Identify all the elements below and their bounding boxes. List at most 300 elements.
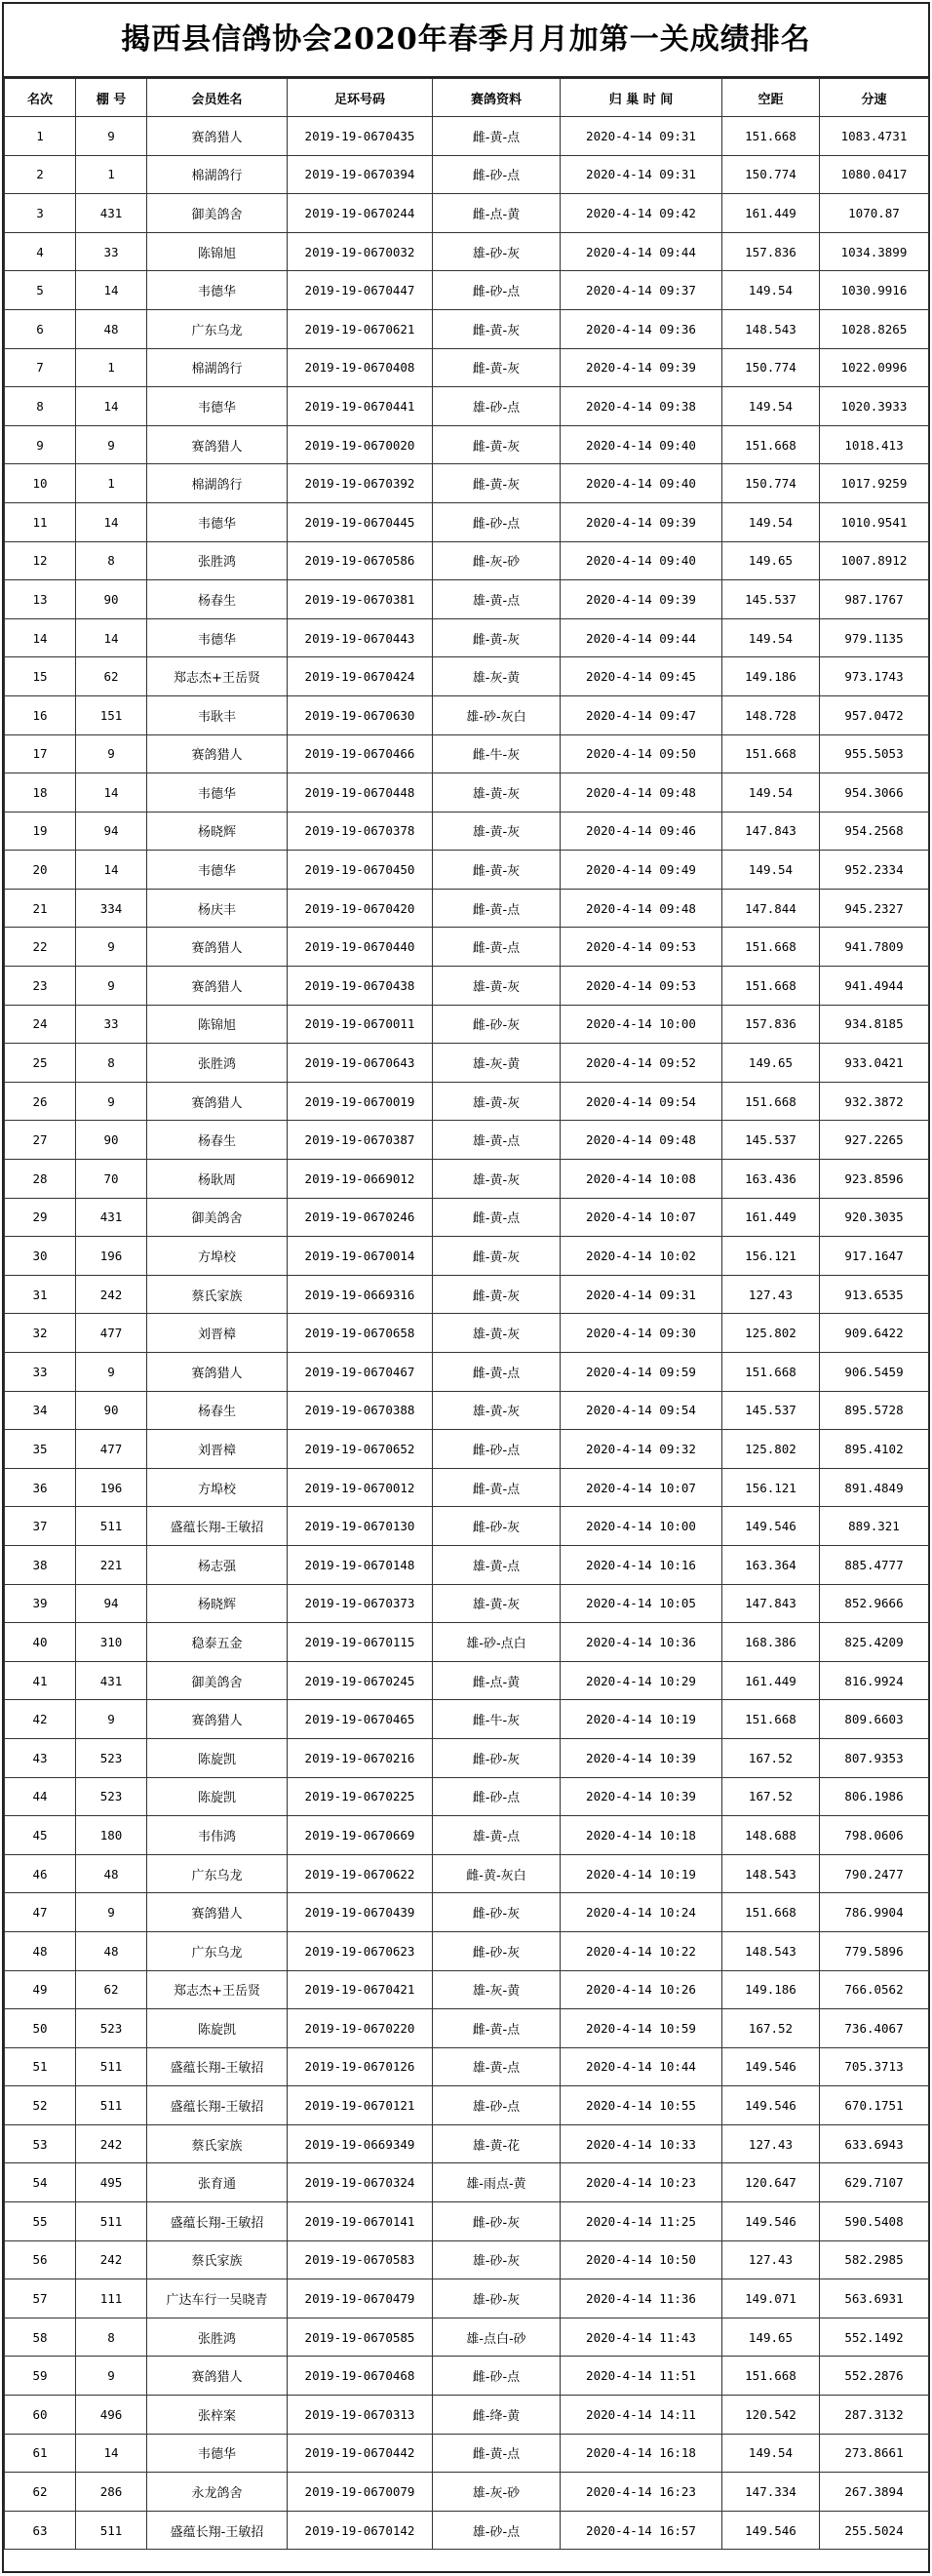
cell-distance: 157.836 xyxy=(722,232,820,271)
cell-rank: 47 xyxy=(5,1893,76,1932)
cell-ring: 2019-19-0670424 xyxy=(288,657,433,696)
table-row xyxy=(5,1738,929,1777)
cell-ring: 2019-19-0670466 xyxy=(288,734,433,773)
cell-speed: 954.3066 xyxy=(820,773,929,812)
cell-member: 赛鸽猎人 xyxy=(147,928,288,967)
cell-loft: 511 xyxy=(76,2202,147,2241)
cell-bird-info: 雄-砂-灰 xyxy=(433,2279,561,2318)
cell-speed: 255.5024 xyxy=(820,2511,929,2550)
cell-distance: 145.537 xyxy=(722,580,820,619)
cell-ring: 2019-19-0670079 xyxy=(288,2473,433,2512)
cell-ring: 2019-19-0670421 xyxy=(288,1970,433,2009)
cell-member: 刘晋樟 xyxy=(147,1430,288,1469)
table-row xyxy=(5,1391,929,1430)
cell-speed: 932.3872 xyxy=(820,1082,929,1121)
cell-bird-info: 雌-黄-灰 xyxy=(433,1275,561,1314)
cell-speed: 927.2265 xyxy=(820,1121,929,1160)
cell-rank: 44 xyxy=(5,1777,76,1816)
cell-ring: 2019-19-0670585 xyxy=(288,2318,433,2357)
cell-arrival-time: 2020-4-14 09:53 xyxy=(561,967,722,1006)
cell-member: 陈锦旭 xyxy=(147,1005,288,1044)
cell-bird-info: 雌-绛-黄 xyxy=(433,2396,561,2435)
cell-rank: 13 xyxy=(5,580,76,619)
cell-arrival-time: 2020-4-14 09:48 xyxy=(561,1121,722,1160)
table-row xyxy=(5,1507,929,1546)
cell-rank: 43 xyxy=(5,1738,76,1777)
cell-arrival-time: 2020-4-14 09:49 xyxy=(561,851,722,890)
cell-member: 杨庆丰 xyxy=(147,889,288,928)
cell-bird-info: 雌-黄-点 xyxy=(433,889,561,928)
cell-arrival-time: 2020-4-14 10:16 xyxy=(561,1545,722,1584)
cell-rank: 29 xyxy=(5,1198,76,1237)
cell-speed: 934.8185 xyxy=(820,1005,929,1044)
cell-member: 盛蕴长翔-王敏招 xyxy=(147,2047,288,2086)
cell-bird-info: 雄-灰-黄 xyxy=(433,1044,561,1083)
cell-distance: 156.121 xyxy=(722,1237,820,1276)
cell-bird-info: 雄-砂-点 xyxy=(433,2086,561,2125)
cell-member: 张胜鸿 xyxy=(147,541,288,580)
cell-distance: 147.334 xyxy=(722,2473,820,2512)
cell-loft: 33 xyxy=(76,1005,147,1044)
cell-ring: 2019-19-0670408 xyxy=(288,348,433,387)
cell-ring: 2019-19-0670440 xyxy=(288,928,433,967)
cell-bird-info: 雄-砂-点 xyxy=(433,2511,561,2550)
header-distance: 空距 xyxy=(722,79,820,117)
cell-arrival-time: 2020-4-14 09:53 xyxy=(561,928,722,967)
cell-speed: 267.3894 xyxy=(820,2473,929,2512)
cell-member: 杨晓辉 xyxy=(147,812,288,851)
cell-rank: 20 xyxy=(5,851,76,890)
cell-distance: 147.844 xyxy=(722,889,820,928)
cell-rank: 4 xyxy=(5,232,76,271)
header-ring: 足环号码 xyxy=(288,79,433,117)
cell-rank: 1 xyxy=(5,117,76,156)
cell-member: 广东乌龙 xyxy=(147,1854,288,1893)
cell-bird-info: 雌-黄-点 xyxy=(433,1468,561,1507)
cell-rank: 48 xyxy=(5,1931,76,1970)
table-row xyxy=(5,348,929,387)
cell-loft: 9 xyxy=(76,1082,147,1121)
table-row xyxy=(5,1854,929,1893)
cell-member: 杨志强 xyxy=(147,1545,288,1584)
cell-arrival-time: 2020-4-14 16:57 xyxy=(561,2511,722,2550)
cell-loft: 9 xyxy=(76,967,147,1006)
cell-loft: 62 xyxy=(76,657,147,696)
cell-speed: 895.5728 xyxy=(820,1391,929,1430)
cell-arrival-time: 2020-4-14 11:43 xyxy=(561,2318,722,2357)
cell-member: 赛鸽猎人 xyxy=(147,1700,288,1739)
table-row xyxy=(5,425,929,464)
cell-ring: 2019-19-0670586 xyxy=(288,541,433,580)
cell-speed: 629.7107 xyxy=(820,2163,929,2202)
cell-member: 韦德华 xyxy=(147,502,288,541)
cell-member: 盛蕴长翔-王敏招 xyxy=(147,2511,288,2550)
cell-arrival-time: 2020-4-14 09:47 xyxy=(561,695,722,734)
cell-rank: 3 xyxy=(5,194,76,233)
cell-loft: 180 xyxy=(76,1816,147,1855)
cell-rank: 45 xyxy=(5,1816,76,1855)
cell-ring: 2019-19-0670011 xyxy=(288,1005,433,1044)
cell-distance: 127.43 xyxy=(722,1275,820,1314)
cell-arrival-time: 2020-4-14 09:38 xyxy=(561,387,722,426)
cell-loft: 431 xyxy=(76,194,147,233)
cell-rank: 17 xyxy=(5,734,76,773)
cell-loft: 90 xyxy=(76,1391,147,1430)
cell-distance: 161.449 xyxy=(722,1198,820,1237)
cell-ring: 2019-19-0670658 xyxy=(288,1314,433,1353)
cell-loft: 48 xyxy=(76,1931,147,1970)
cell-bird-info: 雌-黄-灰 xyxy=(433,309,561,348)
cell-distance: 147.843 xyxy=(722,1584,820,1623)
cell-arrival-time: 2020-4-14 09:31 xyxy=(561,117,722,156)
cell-bird-info: 雄-雨点-黄 xyxy=(433,2163,561,2202)
cell-rank: 40 xyxy=(5,1623,76,1662)
cell-arrival-time: 2020-4-14 09:44 xyxy=(561,618,722,657)
cell-bird-info: 雌-砂-点 xyxy=(433,155,561,194)
cell-bird-info: 雌-黄-灰 xyxy=(433,348,561,387)
cell-bird-info: 雌-黄-点 xyxy=(433,2009,561,2048)
cell-distance: 151.668 xyxy=(722,1700,820,1739)
cell-speed: 957.0472 xyxy=(820,695,929,734)
cell-bird-info: 雄-砂-灰白 xyxy=(433,695,561,734)
cell-ring: 2019-19-0670465 xyxy=(288,1700,433,1739)
cell-member: 杨春生 xyxy=(147,580,288,619)
cell-ring: 2019-19-0670148 xyxy=(288,1545,433,1584)
table-row xyxy=(5,851,929,890)
cell-member: 盛蕴长翔-王敏招 xyxy=(147,2086,288,2125)
cell-arrival-time: 2020-4-14 09:46 xyxy=(561,812,722,851)
cell-loft: 242 xyxy=(76,2124,147,2163)
cell-loft: 94 xyxy=(76,812,147,851)
cell-ring: 2019-19-0670142 xyxy=(288,2511,433,2550)
cell-bird-info: 雌-黄-点 xyxy=(433,1198,561,1237)
cell-speed: 590.5408 xyxy=(820,2202,929,2241)
cell-rank: 2 xyxy=(5,155,76,194)
cell-rank: 30 xyxy=(5,1237,76,1276)
cell-distance: 149.546 xyxy=(722,2086,820,2125)
cell-speed: 1034.3899 xyxy=(820,232,929,271)
cell-speed: 1017.9259 xyxy=(820,464,929,503)
cell-loft: 151 xyxy=(76,695,147,734)
cell-arrival-time: 2020-4-14 09:45 xyxy=(561,657,722,696)
cell-arrival-time: 2020-4-14 09:59 xyxy=(561,1353,722,1392)
table-body xyxy=(5,117,929,2550)
cell-speed: 917.1647 xyxy=(820,1237,929,1276)
cell-arrival-time: 2020-4-14 10:22 xyxy=(561,1931,722,1970)
cell-distance: 148.543 xyxy=(722,309,820,348)
table-row xyxy=(5,2047,929,2086)
cell-arrival-time: 2020-4-14 09:48 xyxy=(561,889,722,928)
cell-distance: 149.546 xyxy=(722,2047,820,2086)
cell-bird-info: 雌-砂-点 xyxy=(433,1777,561,1816)
cell-loft: 431 xyxy=(76,1198,147,1237)
cell-loft: 94 xyxy=(76,1584,147,1623)
cell-arrival-time: 2020-4-14 11:51 xyxy=(561,2357,722,2396)
cell-arrival-time: 2020-4-14 09:42 xyxy=(561,194,722,233)
cell-arrival-time: 2020-4-14 10:39 xyxy=(561,1738,722,1777)
cell-distance: 148.543 xyxy=(722,1931,820,1970)
cell-loft: 62 xyxy=(76,1970,147,2009)
cell-bird-info: 雄-黄-点 xyxy=(433,1545,561,1584)
cell-rank: 57 xyxy=(5,2279,76,2318)
cell-member: 御美鸽舍 xyxy=(147,1198,288,1237)
cell-rank: 46 xyxy=(5,1854,76,1893)
cell-speed: 945.2327 xyxy=(820,889,929,928)
cell-rank: 27 xyxy=(5,1121,76,1160)
cell-loft: 221 xyxy=(76,1545,147,1584)
cell-rank: 32 xyxy=(5,1314,76,1353)
cell-arrival-time: 2020-4-14 09:39 xyxy=(561,502,722,541)
cell-loft: 33 xyxy=(76,232,147,271)
cell-arrival-time: 2020-4-14 10:44 xyxy=(561,2047,722,2086)
cell-speed: 885.4777 xyxy=(820,1545,929,1584)
cell-ring: 2019-19-0670245 xyxy=(288,1661,433,1700)
cell-distance: 149.546 xyxy=(722,2511,820,2550)
cell-ring: 2019-19-0670621 xyxy=(288,309,433,348)
table-row xyxy=(5,194,929,233)
cell-member: 赛鸽猎人 xyxy=(147,1893,288,1932)
cell-loft: 14 xyxy=(76,502,147,541)
cell-rank: 10 xyxy=(5,464,76,503)
cell-rank: 25 xyxy=(5,1044,76,1083)
table-row xyxy=(5,1082,929,1121)
cell-arrival-time: 2020-4-14 10:39 xyxy=(561,1777,722,1816)
table-row xyxy=(5,1545,929,1584)
cell-rank: 36 xyxy=(5,1468,76,1507)
cell-speed: 889.321 xyxy=(820,1507,929,1546)
cell-loft: 511 xyxy=(76,2047,147,2086)
cell-arrival-time: 2020-4-14 09:39 xyxy=(561,348,722,387)
cell-arrival-time: 2020-4-14 09:36 xyxy=(561,309,722,348)
cell-loft: 496 xyxy=(76,2396,147,2435)
cell-distance: 151.668 xyxy=(722,1353,820,1392)
cell-speed: 809.6603 xyxy=(820,1700,929,1739)
cell-bird-info: 雄-砂-点白 xyxy=(433,1623,561,1662)
cell-rank: 35 xyxy=(5,1430,76,1469)
cell-rank: 21 xyxy=(5,889,76,928)
table-row xyxy=(5,1931,929,1970)
cell-ring: 2019-19-0670014 xyxy=(288,1237,433,1276)
cell-member: 广达车行一吴晓青 xyxy=(147,2279,288,2318)
cell-member: 棉湖鸽行 xyxy=(147,464,288,503)
cell-ring: 2019-19-0669012 xyxy=(288,1160,433,1199)
cell-speed: 852.9666 xyxy=(820,1584,929,1623)
cell-distance: 156.121 xyxy=(722,1468,820,1507)
table-row xyxy=(5,2279,929,2318)
cell-rank: 11 xyxy=(5,502,76,541)
cell-ring: 2019-19-0670141 xyxy=(288,2202,433,2241)
cell-ring: 2019-19-0670381 xyxy=(288,580,433,619)
cell-loft: 14 xyxy=(76,618,147,657)
cell-speed: 1007.8912 xyxy=(820,541,929,580)
table-row xyxy=(5,2009,929,2048)
cell-ring: 2019-19-0670394 xyxy=(288,155,433,194)
cell-rank: 5 xyxy=(5,271,76,310)
cell-bird-info: 雌-砂-点 xyxy=(433,2357,561,2396)
cell-member: 韦德华 xyxy=(147,851,288,890)
cell-arrival-time: 2020-4-14 14:11 xyxy=(561,2396,722,2435)
cell-distance: 120.647 xyxy=(722,2163,820,2202)
cell-member: 棉湖鸽行 xyxy=(147,348,288,387)
cell-speed: 563.6931 xyxy=(820,2279,929,2318)
cell-rank: 38 xyxy=(5,1545,76,1584)
cell-rank: 62 xyxy=(5,2473,76,2512)
table-row xyxy=(5,2202,929,2241)
cell-arrival-time: 2020-4-14 10:00 xyxy=(561,1507,722,1546)
cell-speed: 705.3713 xyxy=(820,2047,929,2086)
cell-speed: 798.0606 xyxy=(820,1816,929,1855)
cell-speed: 1070.87 xyxy=(820,194,929,233)
cell-loft: 431 xyxy=(76,1661,147,1700)
cell-rank: 19 xyxy=(5,812,76,851)
cell-ring: 2019-19-0670244 xyxy=(288,194,433,233)
cell-loft: 14 xyxy=(76,2434,147,2473)
cell-distance: 149.54 xyxy=(722,271,820,310)
cell-arrival-time: 2020-4-14 09:54 xyxy=(561,1082,722,1121)
cell-ring: 2019-19-0670373 xyxy=(288,1584,433,1623)
cell-ring: 2019-19-0670130 xyxy=(288,1507,433,1546)
header-bird-info: 赛鸽资料 xyxy=(433,79,561,117)
cell-speed: 952.2334 xyxy=(820,851,929,890)
cell-rank: 34 xyxy=(5,1391,76,1430)
cell-rank: 9 xyxy=(5,425,76,464)
cell-member: 方埠校 xyxy=(147,1468,288,1507)
cell-ring: 2019-19-0670445 xyxy=(288,502,433,541)
cell-arrival-time: 2020-4-14 09:32 xyxy=(561,1430,722,1469)
cell-bird-info: 雌-黄-灰 xyxy=(433,618,561,657)
cell-speed: 909.6422 xyxy=(820,1314,929,1353)
cell-loft: 14 xyxy=(76,851,147,890)
table-row xyxy=(5,1198,929,1237)
cell-rank: 59 xyxy=(5,2357,76,2396)
table-row xyxy=(5,618,929,657)
cell-loft: 495 xyxy=(76,2163,147,2202)
cell-ring: 2019-19-0670439 xyxy=(288,1893,433,1932)
cell-arrival-time: 2020-4-14 10:55 xyxy=(561,2086,722,2125)
cell-rank: 23 xyxy=(5,967,76,1006)
cell-distance: 168.386 xyxy=(722,1623,820,1662)
cell-speed: 1080.0417 xyxy=(820,155,929,194)
cell-rank: 50 xyxy=(5,2009,76,2048)
cell-arrival-time: 2020-4-14 10:02 xyxy=(561,1237,722,1276)
cell-arrival-time: 2020-4-14 10:00 xyxy=(561,1005,722,1044)
cell-member: 韦德华 xyxy=(147,271,288,310)
cell-loft: 90 xyxy=(76,580,147,619)
cell-bird-info: 雄-砂-灰 xyxy=(433,2240,561,2279)
cell-ring: 2019-19-0670630 xyxy=(288,695,433,734)
cell-rank: 33 xyxy=(5,1353,76,1392)
cell-loft: 48 xyxy=(76,1854,147,1893)
table-row xyxy=(5,1237,929,1276)
cell-ring: 2019-19-0670442 xyxy=(288,2434,433,2473)
cell-ring: 2019-19-0670115 xyxy=(288,1623,433,1662)
cell-rank: 24 xyxy=(5,1005,76,1044)
cell-loft: 196 xyxy=(76,1468,147,1507)
cell-loft: 70 xyxy=(76,1160,147,1199)
cell-member: 赛鸽猎人 xyxy=(147,425,288,464)
cell-loft: 9 xyxy=(76,928,147,967)
cell-ring: 2019-19-0670623 xyxy=(288,1931,433,1970)
cell-member: 赛鸽猎人 xyxy=(147,734,288,773)
header-arrival-time: 归 巢 时 间 xyxy=(561,79,722,117)
cell-ring: 2019-19-0670019 xyxy=(288,1082,433,1121)
cell-distance: 150.774 xyxy=(722,348,820,387)
cell-member: 张梓案 xyxy=(147,2396,288,2435)
cell-ring: 2019-19-0670669 xyxy=(288,1816,433,1855)
cell-bird-info: 雌-黄-灰 xyxy=(433,464,561,503)
cell-member: 蔡氏家族 xyxy=(147,1275,288,1314)
table-row xyxy=(5,695,929,734)
table-row xyxy=(5,541,929,580)
cell-distance: 151.668 xyxy=(722,2357,820,2396)
cell-rank: 39 xyxy=(5,1584,76,1623)
cell-rank: 56 xyxy=(5,2240,76,2279)
cell-bird-info: 雌-黄-灰 xyxy=(433,1237,561,1276)
table-row xyxy=(5,2163,929,2202)
cell-bird-info: 雌-砂-灰 xyxy=(433,1507,561,1546)
header-rank: 名次 xyxy=(5,79,76,117)
cell-member: 陈锦旭 xyxy=(147,232,288,271)
table-row xyxy=(5,2357,929,2396)
cell-bird-info: 雄-黄-点 xyxy=(433,580,561,619)
cell-distance: 127.43 xyxy=(722,2240,820,2279)
cell-speed: 941.7809 xyxy=(820,928,929,967)
cell-member: 盛蕴长翔-王敏招 xyxy=(147,2202,288,2241)
cell-member: 永龙鸽舍 xyxy=(147,2473,288,2512)
cell-ring: 2019-19-0670020 xyxy=(288,425,433,464)
cell-speed: 1010.9541 xyxy=(820,502,929,541)
cell-bird-info: 雌-黄-灰 xyxy=(433,851,561,890)
cell-rank: 55 xyxy=(5,2202,76,2241)
cell-distance: 149.546 xyxy=(722,2202,820,2241)
cell-member: 张育通 xyxy=(147,2163,288,2202)
cell-speed: 1028.8265 xyxy=(820,309,929,348)
table-row xyxy=(5,889,929,928)
table-row xyxy=(5,657,929,696)
cell-bird-info: 雌-砂-点 xyxy=(433,1430,561,1469)
cell-member: 方埠校 xyxy=(147,1237,288,1276)
table-row xyxy=(5,1044,929,1083)
cell-ring: 2019-19-0670121 xyxy=(288,2086,433,2125)
cell-distance: 149.54 xyxy=(722,387,820,426)
cell-bird-info: 雄-黄-灰 xyxy=(433,773,561,812)
cell-loft: 511 xyxy=(76,1507,147,1546)
cell-speed: 906.5459 xyxy=(820,1353,929,1392)
cell-distance: 149.54 xyxy=(722,2434,820,2473)
cell-ring: 2019-19-0669349 xyxy=(288,2124,433,2163)
cell-arrival-time: 2020-4-14 10:05 xyxy=(561,1584,722,1623)
cell-distance: 149.546 xyxy=(722,1507,820,1546)
cell-speed: 1083.4731 xyxy=(820,117,929,156)
cell-arrival-time: 2020-4-14 09:40 xyxy=(561,425,722,464)
cell-bird-info: 雌-黄-点 xyxy=(433,117,561,156)
cell-bird-info: 雄-黄-灰 xyxy=(433,967,561,1006)
cell-arrival-time: 2020-4-14 10:36 xyxy=(561,1623,722,1662)
cell-distance: 151.668 xyxy=(722,117,820,156)
header-member: 会员姓名 xyxy=(147,79,288,117)
cell-distance: 149.54 xyxy=(722,773,820,812)
cell-member: 韦德华 xyxy=(147,618,288,657)
cell-arrival-time: 2020-4-14 09:54 xyxy=(561,1391,722,1430)
cell-speed: 1030.9916 xyxy=(820,271,929,310)
cell-speed: 766.0562 xyxy=(820,1970,929,2009)
cell-ring: 2019-19-0670420 xyxy=(288,889,433,928)
cell-member: 蔡氏家族 xyxy=(147,2124,288,2163)
cell-ring: 2019-19-0670438 xyxy=(288,967,433,1006)
cell-rank: 26 xyxy=(5,1082,76,1121)
cell-distance: 149.65 xyxy=(722,1044,820,1083)
cell-member: 韦德华 xyxy=(147,773,288,812)
